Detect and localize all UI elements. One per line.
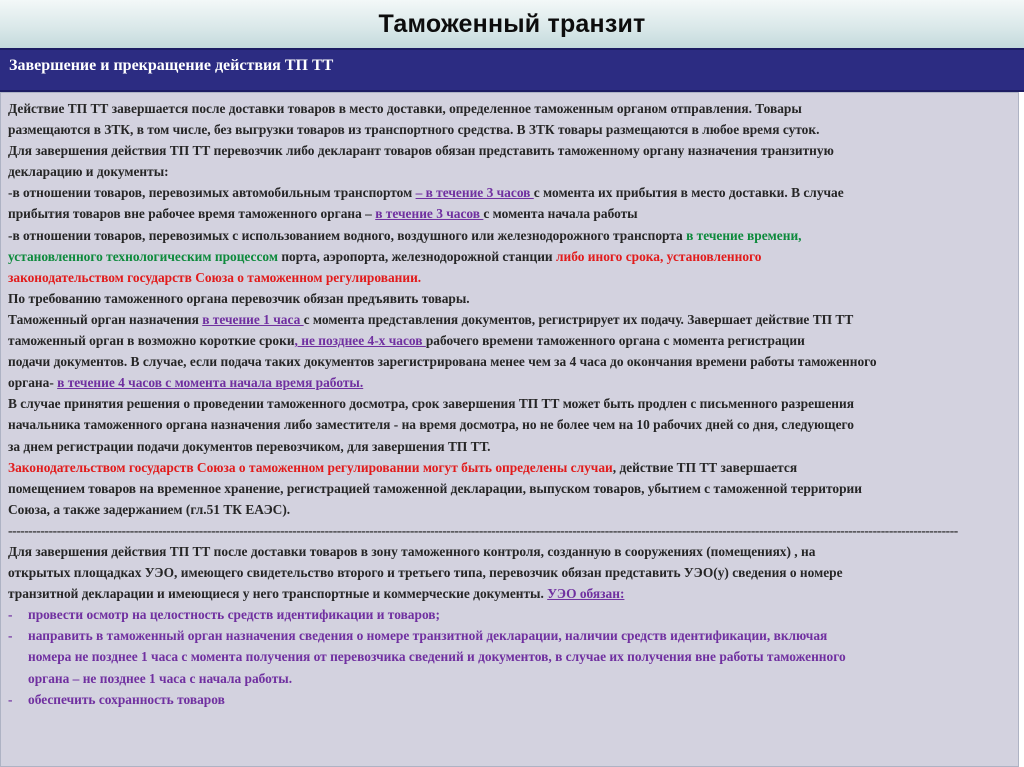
text-run: -в отношении товаров, перевозимых автомобильным транспортом	[8, 185, 416, 201]
list-bullet: -	[8, 628, 13, 644]
text-line	[8, 225, 1016, 246]
text-run: открытых площадках УЭО, имеющего свидетельство второго и третьего типа, перевозчик обязан представить УЭО(у) сведения о номере	[8, 565, 843, 581]
text-run: размещаются в ЗТК, в том числе, без выгрузки товаров из транспортного средства. В ЗТК товары размещаются в любое время суток.	[8, 122, 820, 138]
text-line	[8, 689, 1016, 710]
text-run: органа-	[8, 375, 58, 391]
purple-run: обеспечить сохранность товаров	[28, 691, 225, 707]
text-line	[8, 436, 1016, 457]
purple-underlined-run: – в течение 3 часов	[415, 185, 534, 201]
text-run: за днем регистрации подачи документов перевозчиком, для завершения ТП ТТ.	[8, 438, 491, 454]
text-line	[8, 393, 1016, 414]
purple-underlined-run: в течение 4 часов с момента начала время работы.	[57, 375, 364, 391]
text-run: с момента представления документов, регистрирует их подачу. Завершает действие ТП ТТ	[303, 311, 854, 327]
text-line	[8, 98, 1016, 119]
purple-run: провести осмотр на целостность средств идентификации и товаров;	[28, 607, 440, 623]
purple-underlined-run: в течение 1 часа	[202, 311, 304, 327]
text-line	[8, 604, 1016, 625]
purple-underlined-run: , не позднее 4-х часов	[294, 333, 426, 349]
text-run: подачи документов. В случае, если подача таких документов зарегистрирована менее чем за 4 часа до окончания времени работы таможенного	[8, 354, 877, 370]
content-body	[8, 98, 1016, 710]
text-line	[8, 246, 1016, 267]
text-run: с момента их прибытия в место доставки. В случае	[533, 185, 844, 201]
text-line	[8, 562, 1016, 583]
red-run: либо иного срока, установленного	[555, 248, 762, 264]
text-run: -в отношении товаров, перевозимых с использованием водного, воздушного или железнодорожного транспорта	[8, 227, 687, 243]
text-run: декларацию и документы:	[8, 164, 169, 180]
purple-run: номера не позднее 1 часа с момента получения от перевозчика сведений и документов, в случае их получения вне работы таможенного	[28, 649, 846, 665]
text-line	[8, 182, 1016, 203]
purple-underlined-run: в течение 3 часов	[375, 206, 484, 222]
text-line	[8, 625, 1016, 646]
text-run: В случае принятия решения о проведении таможенного досмотра, срок завершения ТП ТТ может быть продлен с письменного разрешения	[8, 396, 854, 412]
text-line	[8, 330, 1016, 351]
purple-run: органа – не позднее 1 часа с начала работы.	[28, 670, 293, 686]
list-bullet: -	[8, 691, 13, 707]
text-line	[8, 288, 1016, 309]
red-run: Законодательством государств Союза о таможенном регулировании могут быть определены случаи	[8, 459, 613, 475]
text-run: таможенный орган в возможно короткие сроки	[8, 333, 295, 349]
section-subtitle: Завершение и прекращение действия ТП ТТ	[9, 57, 334, 74]
text-run: По требованию таможенного органа перевозчик обязан предъявить товары.	[8, 290, 470, 306]
text-line	[8, 668, 1016, 689]
text-line	[8, 203, 1016, 224]
text-run: Союза, а также задержанием (гл.51 ТК ЕАЭС).	[8, 501, 291, 517]
text-run: прибытия товаров вне рабочее время таможенного органа –	[8, 206, 376, 222]
subtitle-band	[0, 48, 1024, 92]
content-panel	[0, 92, 1019, 767]
separator-line	[8, 520, 1016, 541]
text-line	[8, 140, 1016, 161]
text-run: с момента начала работы	[483, 206, 638, 222]
text-run: помещением товаров на временное хранение, регистрацией таможенной декларации, выпуском товаров, убытием с таможенной территории	[8, 480, 862, 496]
title-bar	[0, 0, 1024, 49]
text-line	[8, 583, 1016, 604]
text-line	[8, 499, 1016, 520]
text-line	[8, 646, 1016, 667]
text-line	[8, 541, 1016, 562]
purple-underlined-run: УЭО обязан:	[547, 586, 625, 602]
green-run: установленного технологическим процессом	[8, 248, 278, 264]
text-run: порта, аэропорта, железнодорожной станции	[277, 248, 556, 264]
text-line	[8, 119, 1016, 140]
text-line	[8, 161, 1016, 182]
text-run: Для завершения действия ТП ТТ перевозчик либо декларант товаров обязан представить таможенному органу назначения транзитную	[8, 143, 834, 159]
green-run: в течение времени,	[686, 227, 802, 243]
text-line	[8, 372, 1016, 393]
text-line	[8, 267, 1016, 288]
text-line	[8, 414, 1016, 435]
text-line	[8, 309, 1016, 330]
text-run: начальника таможенного органа назначения либо заместителя - на время досмотра, но не более чем на 10 рабочих дней со дня, следующего	[8, 417, 854, 433]
text-run: транзитной декларации и имеющиеся у него транспортные и коммерческие документы.	[8, 586, 548, 602]
purple-run: направить в таможенный орган назначения сведения о номере транзитной декларации, наличии средств идентификации, включая	[28, 628, 828, 644]
list-bullet: -	[8, 607, 13, 623]
text-run: Для завершения действия ТП ТТ после доставки товаров в зону таможенного контроля, созданную в сооружениях (помещениях) , на	[8, 543, 816, 559]
page-title: Таможенный транзит	[378, 9, 646, 38]
text-line	[8, 478, 1016, 499]
text-line	[8, 351, 1016, 372]
text-run: Таможенный орган назначения	[8, 311, 203, 327]
red-run: законодательством государств Союза о таможенном регулировании.	[8, 269, 422, 285]
text-run: рабочего времени таможенного органа с момента регистрации	[425, 333, 805, 349]
text-run: , действие ТП ТТ завершается	[612, 459, 798, 475]
text-line	[8, 457, 1016, 478]
text-run: ------------------------------------------------------------------------------------------------------------------------------------------------------------------------------------------------------------------------------------------	[8, 522, 958, 538]
text-run: Действие ТП ТТ завершается после доставки товаров в место доставки, определенное таможенным органом отправления. Товары	[8, 101, 802, 116]
